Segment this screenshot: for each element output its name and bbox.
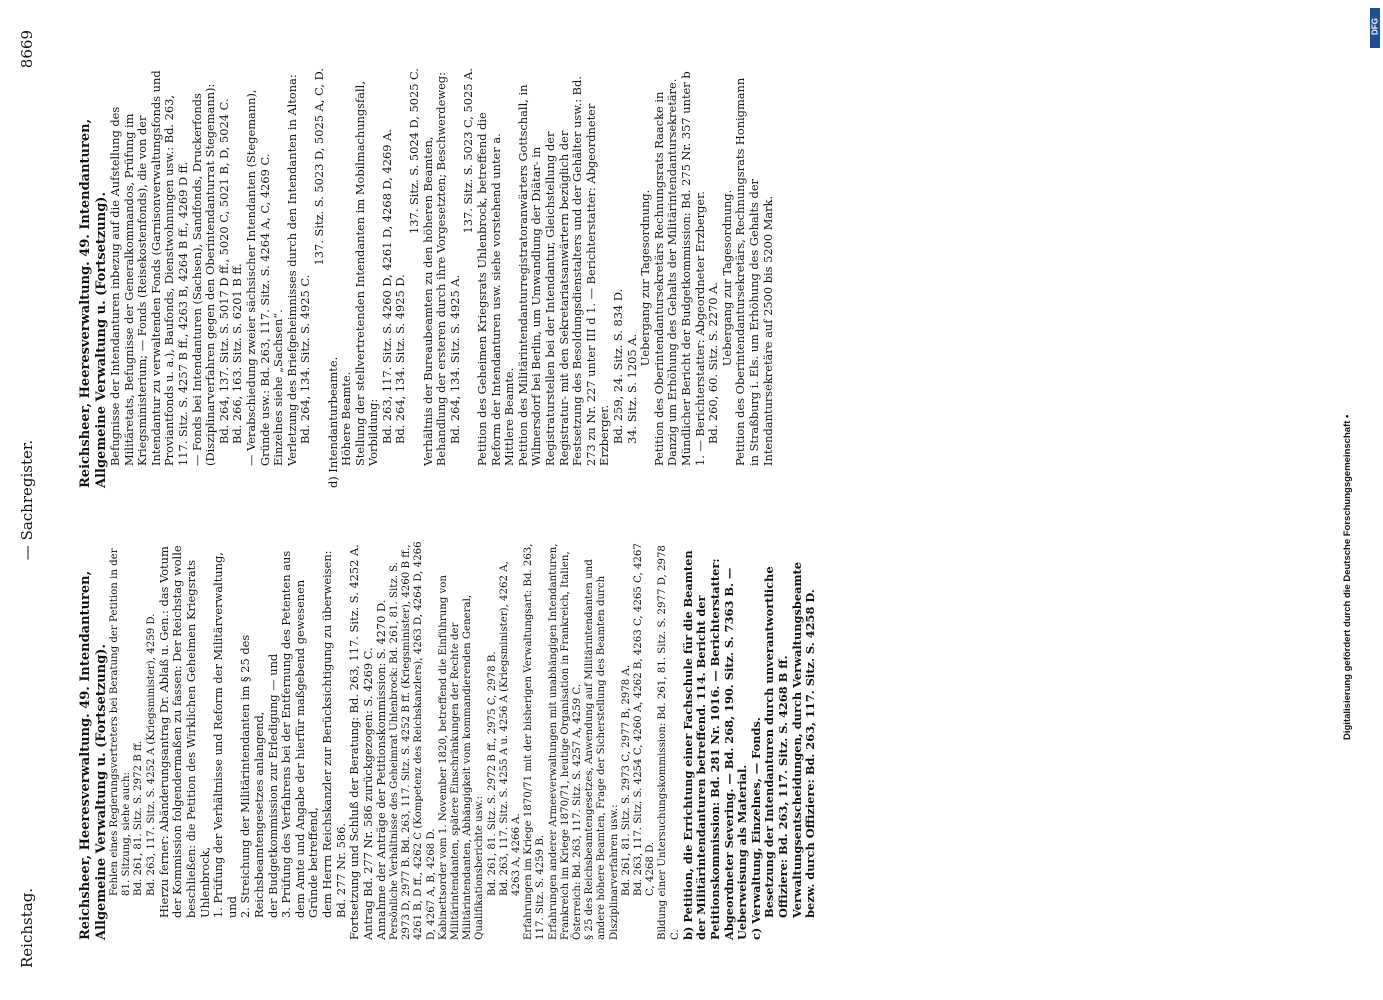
index-entry: Reichsheer, Heeresverwaltung. 49. Intendanturen, Allgemeine Verwaltung u. (Fortsetzung). — [78, 118, 109, 488]
index-entry: Bd. 263, 117. Sitz. S. 4260 D, 4261 D, 4268 D, 4269 A. — [379, 129, 394, 444]
index-entry: Reichsheer, Heeresverwaltung. 49. Intendanturen, Allgemeine Verwaltung u. (Fortsetzung). — [78, 570, 109, 940]
index-entry: Bd. 266, 163. Sitz. S. 6201 B ff. — [230, 263, 245, 444]
index-entry: 137. Sitz. S. 5023 C, 5025 A. — [461, 68, 476, 234]
index-entry: d) Intendanturbeamte. — [325, 356, 340, 488]
header-left: Reichstag. — [18, 887, 36, 968]
index-entry: Petition des Oberintendantursekretärs Rechnungsrats Raacke in Danzig um Erhöhung des Gehalts der Militärintendantursekretäre. — [651, 78, 680, 466]
index-entry: Bd. 263, 117. Sitz. S. 4255 A u. 4256 A (Kriegsminister), 4262 A, 4263 A, 4266 A. — [498, 561, 522, 896]
index-entry: Petition des Militärintendanturregistratoranwärters Gottschall, in Wilmersdorf bei Berlin, um Umwandlung der Diätar- in Registraturstellen bei der Intendantur, Gleichstellung der Registratur- mit den Sekretariatsanwärtern bezüglich der Festsetzung des Besoldungsdienstalters und der Gehälter usw.: Bd. 273 zu Nr. 227 unter III d 1. — Berichterstatter: Abgeordneter Erzberger. — [515, 76, 612, 466]
index-entry: c) Verwaltung, Einzelnes, — Fonds. — [748, 717, 763, 940]
index-entry: Bd. 264, 134. Sitz. S. 4925 A. — [447, 274, 462, 444]
index-entry: Verletzung des Briefgeheimnisses durch den Intendanten in Altona: — [284, 74, 299, 466]
index-entry: Einzelnes siehe „Sachsen“. — [271, 309, 286, 466]
dfg-logo-text: DFG — [1370, 18, 1380, 35]
index-entry: Höhere Beamte. — [339, 371, 354, 466]
index-entry: Verwaltungsentscheidungen, durch Verwaltungsbeamte bezw. durch Offiziere: Bd. 263, 117. Sitz. S. 4258 D. — [789, 561, 818, 918]
index-entry: Bd. 260, 60. Sitz. S. 2270 A. — [706, 282, 721, 444]
index-entry: Kabinettsorder vom 1. November 1820, betreffend die Einführung von Militärintendanten, spätere Einschränkungen der Rechte der Militärintendanten, Abhängigkeit vom kommandierenden General, Qualifikationsberichte usw.: — [437, 575, 486, 940]
index-entry: dem Herrn Reichskanzler zur Berücksichtigung zu überweisen: Bd. 277 Nr. 586. — [319, 550, 348, 918]
index-entry: 1. Prüfung der Verhältnisse und Reform der Militärverwaltung, und — [211, 552, 239, 918]
index-entry: 137. Sitz. S. 5024 D, 5025 C. — [407, 68, 422, 235]
index-entry: Erfahrungen anderer Armeeverwaltungen mit unabhängigen Intendanturen, Frankreich im Kriege 1870/71, heutige Organisation in Frankreich, Italien, Österreich: Bd. 263, 117. Sitz. S. 4257 A, 4259 C. — [547, 543, 583, 940]
index-entry: Hierzu ferner: Abänderungsantrag Dr. Ablaß u. Gen.: das Votum der Kommission folgendermaßen zu fassen: Der Reichstag wolle beschließen: die Petition des Wirklichen Geheimen Kriegsrats Uhlenbrock, — [156, 545, 212, 918]
index-entry: Mündlicher Bericht der Budgetkommission: Bd. 275 Nr. 357 unter b 1. — Berichterstatter: Abgeordneter Erzberger. — [678, 71, 707, 466]
index-entry: Bd. 261, 81. Sitz. S. 2972 B ff. — [133, 740, 145, 896]
index-entry: Besetzung der Intendanturen durch unverantwortliche Offiziere: Bd. 263, 117. Sitz. S. 4268 B ff. — [762, 566, 790, 918]
index-entry: Bildung einer Untersuchungskommission: Bd. 261, 81. Sitz. S. 2977 D, 2978 C. — [657, 545, 681, 940]
digitization-credit: Digitalisierung gefördert durch die Deutsche Forschungsgemeinschaft • — [1342, 414, 1353, 740]
index-entry: Fehlen eines Regierungsvertreters bei Beratung der Petition in der 81. Sitzung, siehe auch: — [109, 548, 133, 896]
index-entry: Fortsetzung und Schluß der Beratung: Bd. 263, 117. Sitz. S. 4252 A. — [347, 544, 362, 940]
index-entry: Antrag Bd. 277 Nr. 586 zurückgezogen: S. 4269 C. — [360, 647, 375, 940]
index-entry: Erfahrungen im Kriege 1870/71 mit der bisherigen Verwaltungsart: Bd. 263, 117. Sitz. S. 4259 B. — [523, 543, 547, 940]
index-entry: 34. Sitz. S. 1205 A. — [624, 333, 639, 444]
index-entry: Bd. 259, 24. Sitz. S. 834 D. — [610, 288, 625, 444]
page-number: 8669 — [18, 30, 36, 69]
index-entry: Befugnisse der Intendanturen inbezug auf die Aufstellung des Militäretats, Befugnisse der Generalkommandos, Prüfung im Kriegsministerium; — Fonds (Reisekostenfonds), die von der Intendantur zu verwaltenden Fonds (Garnisonverwaltungsfonds und Proviantfonds u. a.), Baufonds, Dienstwohnungen usw.: Bd. 263, 117. Sitz. S. 4257 B ff., 4263 B, 4264 B ff., 4269 D ff. — [108, 70, 190, 466]
index-entry: Bd. 263, 117. Sitz. S. 4252 A (Kriegsminister), 4259 D. — [145, 613, 157, 896]
index-entry: Bd. 263, 117. Sitz. S. 4254 C, 4260 A, 4262 B, 4263 C, 4265 C, 4267 C, 4268 D. — [632, 543, 657, 896]
index-entry: Persönliche Verhältnisse des Geheimrat Uhlenbrock: Bd. 261, 81. Sitz. S. 2973 D, 2977 B. Bd. 263, 117. Sitz. S. 4252 B ff. (Kriegsminister), 4260 B ff., 4261 B, D ff., 4262 C (Kompetenz des Reichskanzlers), 4263 D, 4264 D, 4266 D, 4267 A, B, 4268 D. — [388, 541, 437, 940]
index-entry: 137. Sitz. S. 5023 D, 5025 A, C, D. — [311, 68, 326, 266]
index-entry: b) Petition, die Errichtung einer Fachschule für die Beamten der Militärintendanturen betreffend. 114. Bericht der Petitionskommission: Bd. 281 Nr. 1016. — Berichterstatter: Abgeordneter Severing. — Bd. 268, 190. Sitz. S. 7363 B. — Ueberweisung als Material. — [680, 550, 750, 940]
sidebar — [1338, 0, 1368, 1000]
index-entry: der Budgetkommission zur Erledigung — und — [265, 653, 280, 918]
dfg-logo — [1370, 8, 1380, 48]
index-entry: — Verabschiedung zweier sächsischer Intendanten (Stegemann), Gründe usw.: Bd. 263, 117. Sitz. S. 4264 A, C, 4269 C. — [243, 89, 272, 466]
index-entry: Bd. 261, 81. Sitz. S. 2972 B ff., 2975 C, 2978 B. — [486, 651, 498, 896]
index-entry: Bd. 264, 134. Sitz. S. 4925 C. — [298, 274, 313, 444]
index-entry: 3. Prüfung des Verfahrens bei der Entfernung des Petenten aus dem Amte und Angabe der hierfür maßgebend gewesenen Gründe betreffend, — [279, 550, 321, 918]
index-entry: — Fonds bei Intendanturen (Sachsen), Sandfonds, Druckerfonds (Disziplinarverfahren gegen den Oberintendanturrat Stegemann): — [189, 83, 218, 466]
index-entry: 2. Streichung der Militärintendanten im § 25 des Reichsbeamtengesetzes anlangend, — [238, 634, 266, 918]
index-entry: Uebergang zur Tagesordnung. — [638, 189, 653, 367]
index-entry: Bd. 264, 137. Sitz. S. 5017 D ff., 5020 C, 5021 B, D, 5024 C. — [216, 98, 231, 444]
index-entry: Bd. 264, 134. Sitz. S. 4925 D. — [393, 274, 408, 444]
right-column — [78, 68, 775, 488]
left-column — [78, 540, 818, 940]
index-entry: Mittlere Beamte. — [502, 367, 517, 466]
header-center: — Sachregister. — [18, 439, 36, 561]
index-entry: Uebergang zur Tagesordnung. — [719, 189, 734, 367]
index-entry: Bd. 261, 81. Sitz. S. 2973 C, 2977 B, 2978 A. — [620, 664, 632, 896]
index-entry: § 25 des Reichsbeamtengesetzes, Anwendung auf Militärintendanten und andere höhere Beamten, Frage der Sicherstellung des Beamten durch Disziplinarverfahren usw.: — [584, 559, 620, 940]
index-entry: Stellung der stellvertretenden Intendanten im Mobilmachungsfall, Vorbildung: — [352, 81, 381, 466]
index-entry: Verhältnis der Bureaubeamten zu den höheren Beamten, Behandlung der ersteren durch ihre Vorgesetzten; Beschwerdeweg: — [420, 72, 449, 466]
index-entry: Petition des Geheimen Kriegsrats Uhlenbrock, betreffend die Reform der Intendanturen usw. siehe vorstehend unter a. — [475, 112, 503, 466]
index-entry: Petition des Oberintendantursekretärs, Rechnungsrats Honigmann in Straßburg i. Els. um Erhöhung des Gehalts der Intendantursekretäre auf 2500 bis 5200 Mark. — [733, 77, 775, 466]
index-entry: Annahme der Anträge der Petitionskommission: S. 4270 D. — [374, 599, 389, 940]
